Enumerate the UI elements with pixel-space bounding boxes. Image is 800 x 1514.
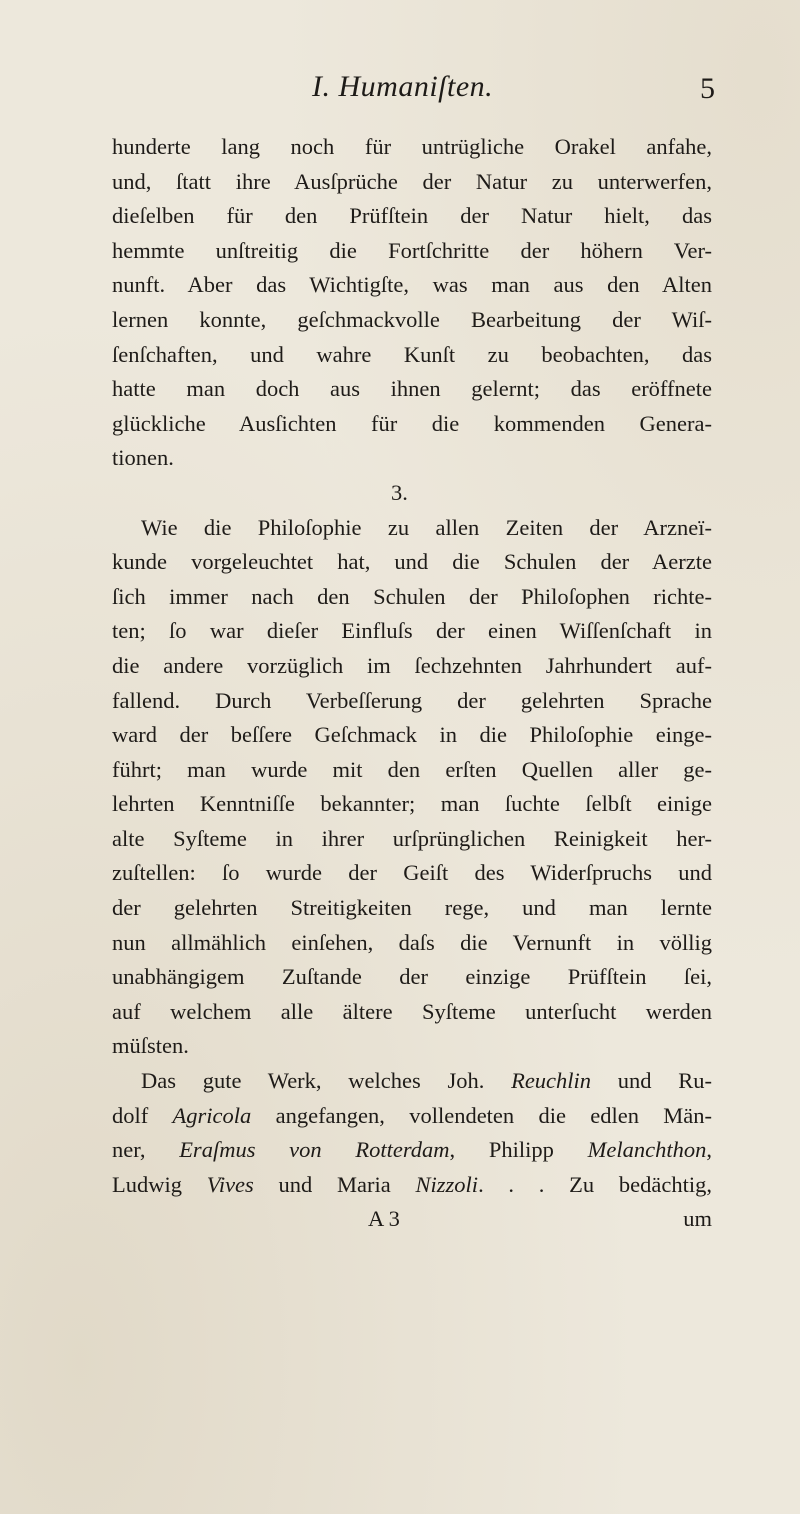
text-line	[112, 1133, 712, 1168]
person-name: Agricola	[172, 1102, 252, 1128]
page-number: 5	[700, 72, 715, 105]
text-line: lehrten Kenntniſſe bekannter; man ſuchte ſelbſt einige	[112, 791, 712, 817]
text-line: nunft. Aber das Wichtigſte, was man aus den Alten	[112, 272, 712, 298]
text-run: und Maria	[253, 1171, 416, 1197]
person-name: Melanchthon	[587, 1137, 707, 1163]
text-run: angefangen, vollendeten die edlen Män-	[251, 1102, 712, 1128]
text-run: Ludwig	[112, 1171, 207, 1197]
text-line: Wie die Philoſophie zu allen Zeiten der Arzneï-	[141, 514, 712, 540]
running-title: I. Humaniſten.	[312, 70, 494, 103]
text-line: unabhängigem Zuſtande der einzige Prüfſtein ſei,	[112, 964, 712, 990]
text-line: dieſelben für den Prüfſtein der Natur hielt, das	[112, 203, 712, 229]
person-name: Vives	[206, 1171, 254, 1197]
signature-mark: A 3	[368, 1206, 400, 1232]
text-run: Das gute Werk, welches Joh.	[141, 1068, 512, 1094]
text-line: und, ſtatt ihre Ausſprüche der Natur zu unterwerfen,	[112, 168, 712, 194]
section-number: 3.	[391, 479, 408, 505]
text-line	[112, 1099, 712, 1134]
text-run: , Philipp	[449, 1137, 588, 1163]
text-run: dolf	[112, 1102, 173, 1128]
text-run: ner,	[112, 1137, 180, 1163]
person-name: Eraſmus von Rotterdam	[179, 1137, 450, 1163]
catchword: um	[683, 1206, 712, 1232]
text-line: ſenſchaften, und wahre Kunſt zu beobachten, das	[112, 341, 712, 367]
text-line: auf welchem alle ältere Syſteme unterſucht werden	[112, 998, 712, 1024]
text-run: . . . Zu bedächtig,	[478, 1171, 712, 1197]
text-line: lernen konnte, geſchmackvolle Bearbeitung der Wiſ-	[112, 306, 712, 332]
text-line: ten; ſo war dieſer Einfluſs der einen Wiſſenſchaft in	[112, 618, 712, 644]
text-line	[112, 1168, 712, 1203]
text-line	[112, 1064, 712, 1099]
text-line: hatte man doch aus ihnen gelernt; das eröffnete	[112, 376, 712, 402]
text-line: kunde vorgeleuchtet hat, und die Schulen der Aerzte	[112, 549, 712, 575]
text-line: tionen.	[112, 445, 174, 471]
text-line: fallend. Durch Verbeſſerung der gelehrten Sprache	[112, 687, 712, 713]
text-line: die andere vorzüglich im ſechzehnten Jahrhundert auf-	[112, 652, 712, 678]
text-line: der gelehrten Streitigkeiten rege, und man lernte	[112, 895, 712, 921]
text-line: ward der beſſere Geſchmack in die Philoſophie einge-	[112, 722, 712, 748]
text-line: zuſtellen: ſo wurde der Geiſt des Widerſpruchs und	[112, 860, 712, 886]
text-line: hunderte lang noch für untrügliche Orakel anfahe,	[112, 134, 712, 159]
running-head	[0, 70, 800, 110]
text-line: müſsten.	[112, 1033, 189, 1059]
text-line: führt; man wurde mit den erſten Quellen aller ge-	[112, 756, 712, 782]
body-text	[112, 130, 712, 1237]
text-line: ſich immer nach den Schulen der Philoſophen richte-	[112, 583, 712, 609]
text-line: alte Syſteme in ihrer urſprünglichen Reinigkeit her-	[112, 825, 712, 851]
text-run: ,	[706, 1137, 712, 1163]
person-name: Nizzoli	[415, 1171, 479, 1197]
page-footer	[112, 1202, 712, 1237]
person-name: Reuchlin	[511, 1068, 592, 1094]
text-line: glückliche Ausſichten für die kommenden Genera-	[112, 410, 712, 436]
text-line: hemmte unſtreitig die Fortſchritte der höhern Ver-	[112, 237, 712, 263]
text-run: und Ru-	[591, 1068, 713, 1094]
text-line: nun allmählich einſehen, daſs die Vernunft in völlig	[112, 929, 712, 955]
